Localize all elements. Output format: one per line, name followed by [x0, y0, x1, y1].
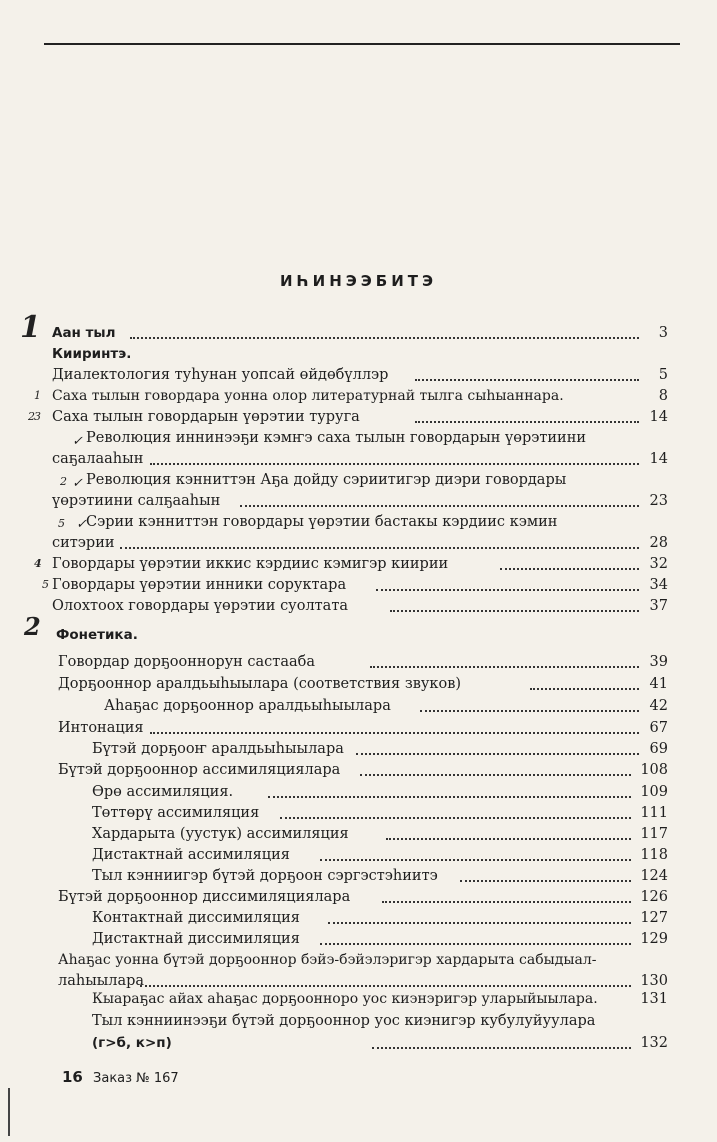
toc-page-number: 111 [640, 805, 668, 821]
toc-entry [0, 448, 717, 470]
toc-page-number: 32 [649, 556, 668, 572]
toc-leader [150, 463, 639, 465]
toc-entry-text: Диалектология туһунан уопсай өйдөбүллэр [52, 367, 389, 383]
toc-page-number: 34 [649, 577, 668, 593]
toc-entry [0, 322, 717, 344]
toc-entry-text: Тыл кэнниинээҕи бүтэй дорҕооннор уос киэнигэр кубулуйуулара [92, 1013, 596, 1029]
toc-page-number: 126 [640, 889, 668, 905]
margin-mark: 2 [24, 612, 41, 641]
toc-leader [376, 589, 639, 591]
toc-page-number: 127 [640, 910, 668, 926]
toc-leader [370, 666, 639, 668]
toc-entry-text: ситэрии [52, 535, 115, 551]
toc-leader [420, 710, 639, 712]
toc-leader [390, 610, 639, 612]
toc-entry-text: Аһаҕас дорҕооннор аралдьыһыылара [104, 698, 391, 714]
toc-entry-text: Тыл кэнниигэр бүтэй дорҕоон сэргэстэһиитэ [92, 868, 438, 884]
toc-entry-text: Төттөрү ассимиляция [92, 805, 260, 821]
toc-entry-text: Сэрии кэнниттэн говордары үөрэтии бастакы кэрдиис кэмин [86, 514, 558, 530]
toc-leader [415, 421, 639, 423]
footer [62, 1068, 179, 1086]
toc-entry-text: Говордар дорҕооннорун састааба [58, 654, 315, 670]
toc-page-number: 14 [649, 409, 668, 425]
toc-leader [386, 838, 631, 840]
check-mark-icon: ✓ [76, 517, 87, 532]
toc-page-number: 118 [640, 847, 668, 863]
margin-mark: 2 [60, 475, 67, 488]
check-mark-icon: ✓ [72, 476, 83, 491]
toc-entry-text: Бүтэй дорҕооннор диссимиляциялара [58, 889, 351, 905]
toc-leader [130, 337, 639, 339]
toc-entry-text: Аан тыл [52, 325, 116, 341]
toc-page-number: 132 [640, 1035, 668, 1051]
toc-entry [0, 532, 717, 554]
toc-leader [460, 880, 631, 882]
toc-leader [360, 774, 631, 776]
toc-entry [0, 823, 717, 845]
toc-leader [356, 753, 639, 755]
check-mark-icon: ✓ [72, 434, 83, 449]
toc-leader [268, 796, 631, 798]
toc-entry-text: лаһыылара [58, 973, 145, 989]
toc-entry [0, 385, 717, 407]
toc-entry-text: Дистактнай диссимиляция [92, 931, 300, 947]
toc-entry [0, 469, 717, 491]
toc-page-number: 117 [640, 826, 668, 842]
toc-page-number: 124 [640, 868, 668, 884]
toc-entry [0, 511, 717, 533]
toc-entry-text: үөрэтиини салҕааһын [52, 493, 221, 509]
toc-leader [530, 688, 639, 690]
toc-page-number: 109 [640, 784, 668, 800]
toc-leader [280, 817, 631, 819]
toc-entry-text: Өрө ассимиляция. [92, 784, 234, 800]
toc-entry-text: Хардарыта (уустук) ассимиляция [92, 826, 349, 842]
toc-entry [0, 427, 717, 449]
margin-mark: 5 [42, 578, 49, 591]
scan-edge [8, 1088, 10, 1136]
toc-page-number: 5 [658, 367, 668, 383]
toc-leader [320, 943, 631, 945]
toc-entry [0, 949, 717, 971]
toc-entry [0, 673, 717, 695]
margin-mark: 1 [34, 389, 41, 402]
toc-entry-text: Интонация [58, 720, 144, 736]
toc-entry-text: Контактнай диссимиляция [92, 910, 300, 926]
toc-leader [415, 379, 639, 381]
toc-page-number: 28 [649, 535, 668, 551]
toc-entry-text: Дистактнай ассимиляция [92, 847, 290, 863]
toc-leader [120, 547, 639, 549]
margin-mark: 5 [58, 517, 65, 530]
toc-entry [0, 343, 717, 365]
margin-mark: 4 [34, 557, 42, 570]
toc-leader [328, 922, 631, 924]
toc-entry [0, 802, 717, 824]
toc-leader [372, 1047, 631, 1049]
toc-entry-text: Бүтэй дорҕооннор ассимиляциялара [58, 762, 341, 778]
toc-leader [140, 985, 631, 987]
toc-entry [0, 907, 717, 929]
toc-entry [0, 364, 717, 386]
page-title: ИҺИНЭЭБИТЭ [279, 272, 438, 290]
toc-entry [0, 624, 717, 646]
toc-entry-text: Дорҕооннор аралдьыһыылара (соответствия звуков) [58, 676, 462, 692]
margin-mark: 3 [34, 410, 41, 423]
toc-page-number: 108 [640, 762, 668, 778]
print-order: Заказ № 167 [93, 1071, 179, 1086]
toc-leader [320, 859, 631, 861]
toc-entry [0, 738, 717, 760]
toc-entry-text: Революция кэнниттэн Аҕа дойду сэриитигэр диэри говордары [86, 472, 567, 488]
toc-page-number: 8 [658, 388, 668, 404]
toc-entry [0, 1032, 717, 1054]
toc-page-number: 67 [649, 720, 668, 736]
toc-entry [0, 651, 717, 673]
toc-leader [382, 901, 631, 903]
toc-entry-text: саҕалааһын [52, 451, 144, 467]
toc-entry-text: Говордары үөрэтии инники соруктара [52, 577, 347, 593]
toc-entry [0, 406, 717, 428]
toc-page-number: 23 [649, 493, 668, 509]
toc-page-number: 130 [640, 973, 668, 989]
toc-entry-text: (г>б, к>п) [92, 1035, 172, 1051]
toc-page-number: 37 [649, 598, 668, 614]
toc-entry-text: Саха тылын говордарын үөрэтии туруга [52, 409, 360, 425]
toc-entry [0, 717, 717, 739]
toc-entry [0, 1010, 717, 1032]
toc-entry [0, 886, 717, 908]
page-number: 16 [62, 1068, 83, 1086]
margin-mark: 2 [28, 410, 35, 423]
toc-entry [0, 695, 717, 717]
toc-leader [150, 732, 639, 734]
toc-entry-text: Фонетика. [56, 627, 138, 643]
toc-page-number: 39 [649, 654, 668, 670]
toc-leader [500, 568, 639, 570]
toc-entry [0, 781, 717, 803]
toc-entry-text: Кииринтэ. [52, 346, 132, 362]
toc-entry-text: Аһаҕас уонна бүтэй дорҕооннор бэйэ-бэйэлэригэр хардарыта сабыдыал- [58, 952, 597, 968]
margin-mark: 1 [20, 310, 41, 345]
toc-entry [0, 490, 717, 512]
toc-entry [0, 865, 717, 887]
toc-entry-text: Говордары үөрэтии иккис кэрдиис кэмигэр киирии [52, 556, 449, 572]
toc-page-number: 14 [649, 451, 668, 467]
toc-page-number: 3 [658, 325, 668, 341]
toc-entry-text: Кыараҕас айах аһаҕас дорҕоонноро уос киэнэригэр уларыйыылара. [92, 991, 598, 1007]
toc-entry-text: Бүтэй дорҕооҥ аралдьыһыылара [92, 741, 344, 757]
toc-entry [0, 595, 717, 617]
toc-entry [0, 988, 717, 1010]
toc-page-number: 129 [640, 931, 668, 947]
toc-entry [0, 844, 717, 866]
toc-entry-text: Саха тылын говордара уонна олор литературнай тылга сыһыаннара. [52, 388, 564, 404]
toc-entry [0, 553, 717, 575]
toc-page-number: 131 [640, 991, 668, 1007]
top-rule [44, 43, 680, 45]
toc-page-number: 69 [649, 741, 668, 757]
toc-page-number: 41 [649, 676, 668, 692]
toc-entry-text: Олохтоох говордары үөрэтии суолтата [52, 598, 348, 614]
toc-entry [0, 928, 717, 950]
toc-leader [240, 505, 639, 507]
toc-page-number: 42 [649, 698, 668, 714]
toc-entry [0, 574, 717, 596]
toc-entry [0, 759, 717, 781]
toc-entry-text: Революция иннинээҕи кэмҥэ саха тылын говордарын үөрэтиини [86, 430, 587, 446]
